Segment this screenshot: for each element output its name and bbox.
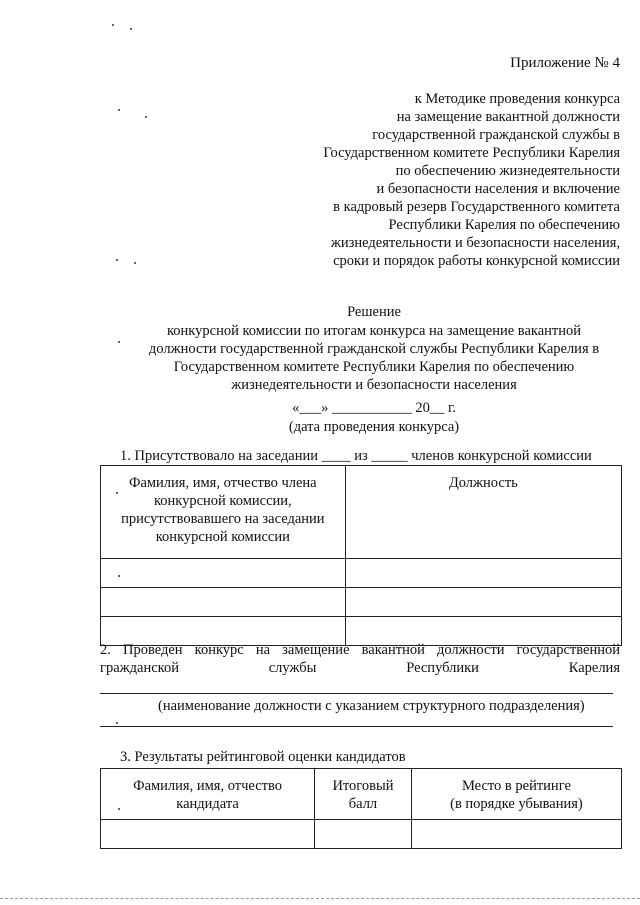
scan-speck — [112, 24, 114, 26]
table-cell[interactable] — [101, 820, 315, 849]
header-cell-candidate-name: Фамилия, имя, отчество кандидата — [101, 769, 315, 820]
decision-line: должности государственной гражданской службы Республики Карелия в — [148, 341, 600, 357]
attendance-line: 1. Присутствовало на заседании ____ из _____ членов конкурсной комиссии — [120, 448, 592, 464]
scan-speck — [116, 722, 118, 724]
table-cell[interactable] — [101, 559, 346, 588]
section2-word: гражданской — [100, 660, 179, 676]
header-cell-position: Должность — [345, 466, 621, 559]
position-name-field-continued[interactable] — [100, 726, 613, 727]
table-cell[interactable] — [101, 588, 346, 617]
section2-line: 2. Проведен конкурс на замещение вакантной должности государственной — [100, 642, 620, 658]
decision-subtitle — [0, 322, 640, 394]
members-table — [100, 465, 622, 646]
method-reference-block — [200, 90, 620, 270]
decision-line: жизнедеятельности и безопасности населения — [231, 377, 517, 393]
method-line: к Методике проведения конкурса — [414, 91, 620, 107]
decision-title: Решение — [347, 304, 401, 320]
table-row — [101, 588, 622, 617]
position-name-caption: (наименование должности с указанием структурного подразделения) — [158, 698, 585, 714]
method-line: сроки и порядок работы конкурсной комиссии — [333, 253, 620, 269]
method-line: Государственном комитете Республики Карелия — [323, 145, 620, 161]
appendix-title: Приложение № 4 — [510, 55, 620, 71]
scan-edge-line — [0, 898, 640, 899]
scan-speck — [130, 28, 132, 30]
header-cell-rating-place: Место в рейтинге (в порядке убывания) — [411, 769, 621, 820]
scan-speck — [134, 262, 136, 264]
table-header-row — [101, 769, 622, 820]
table-row — [101, 820, 622, 849]
decision-line: конкурсной комиссии по итогам конкурса на замещение вакантной — [166, 323, 582, 339]
scan-speck — [118, 808, 120, 810]
method-line: в кадровый резерв Государственного комитета — [333, 199, 620, 215]
section2-word: Республики — [406, 660, 479, 676]
method-line: жизнедеятельности и безопасности населения, — [330, 235, 620, 251]
table-cell[interactable] — [345, 588, 621, 617]
header-cell-member-name: Фамилия, имя, отчество члена конкурсной комиссии, присутствовавшего на заседании конкурсной комиссии — [101, 466, 346, 559]
method-line: по обеспечению жизнедеятельности — [395, 163, 620, 179]
scan-speck — [118, 575, 120, 577]
header-cell-total-score: Итоговый балл — [315, 769, 412, 820]
decision-line: Государственном комитете Республики Карелия по обеспечению — [173, 359, 575, 375]
table-cell[interactable] — [315, 820, 412, 849]
section2-word: Карелия — [568, 660, 620, 676]
scan-speck — [118, 341, 120, 343]
table-cell[interactable] — [411, 820, 621, 849]
section2-line — [100, 659, 620, 677]
table-row — [101, 559, 622, 588]
scan-speck — [145, 116, 147, 118]
position-name-field[interactable] — [100, 693, 613, 694]
method-line: государственной гражданской службы в — [372, 127, 620, 143]
method-line: и безопасности населения и включение — [376, 181, 620, 197]
scan-speck — [116, 259, 118, 261]
scan-speck — [116, 492, 118, 494]
date-caption: (дата проведения конкурса) — [288, 419, 460, 435]
scan-speck — [118, 109, 120, 111]
method-line: на замещение вакантной должности — [396, 109, 620, 125]
rating-table — [100, 768, 622, 849]
table-cell[interactable] — [345, 559, 621, 588]
section2-word: службы — [268, 660, 317, 676]
date-line: «___» ___________ 20__ г. — [292, 400, 456, 416]
method-line: Республики Карелия по обеспечению — [388, 217, 620, 233]
table-header-row — [101, 466, 622, 559]
section3-title: 3. Результаты рейтинговой оценки кандидатов — [120, 749, 406, 765]
